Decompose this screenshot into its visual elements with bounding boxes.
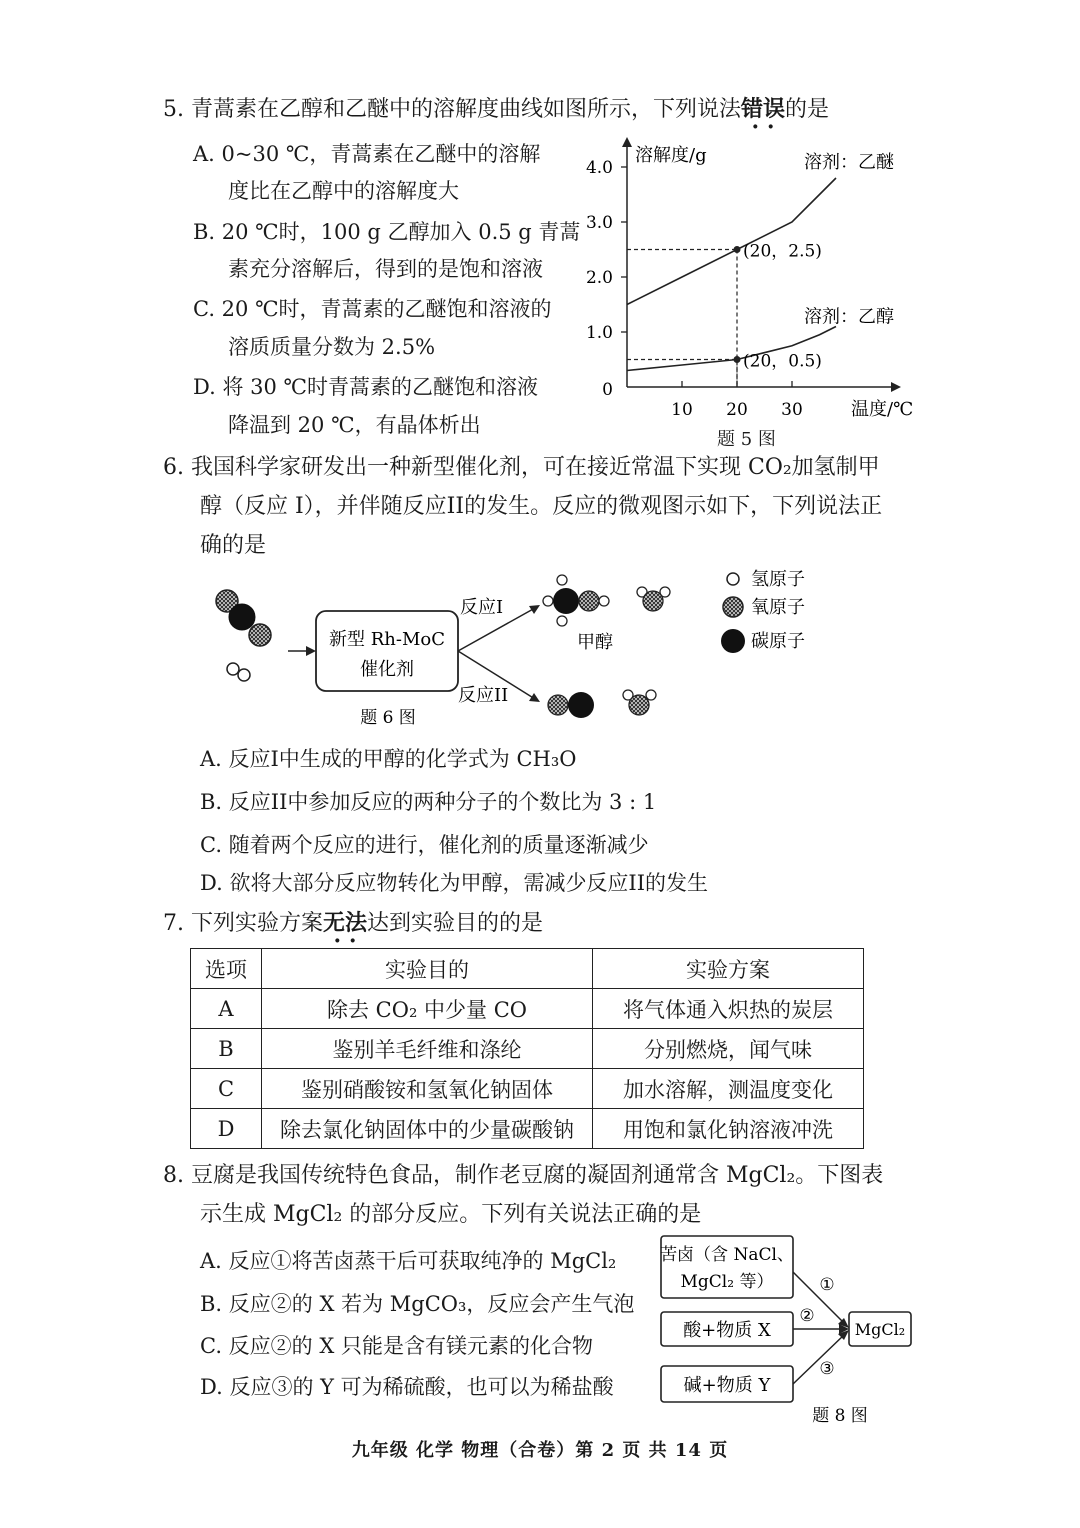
series-label: 溶剂：乙醚 (804, 152, 894, 173)
q7-number: 7. (163, 911, 184, 936)
reaction-diagram (200, 565, 840, 735)
q7-stem (163, 906, 543, 937)
hydrogen-atom-icon (557, 575, 567, 585)
q7-table (190, 948, 864, 1149)
x-tick-label: 20 (726, 400, 748, 420)
catalyst-label-line2: 催化剂 (360, 659, 414, 680)
oxygen-atom-icon (548, 695, 568, 715)
q8-option-c: C. 反应②的 X 只能是含有镁元素的化合物 (200, 1334, 593, 1358)
q8-option-a: A. 反应①将苦卤蒸干后可获取纯净的 MgCl₂ (200, 1249, 617, 1273)
oxygen-atom-icon (249, 624, 271, 646)
y-tick-label: 3.0 (585, 213, 613, 233)
y-tick-label: 4.0 (585, 158, 613, 178)
x-axis-arrow (891, 382, 901, 392)
catalyst-label-line1: 新型 Rh-MoC (329, 629, 445, 650)
q8-option-d: D. 反应③的 Y 可为稀硫酸，也可以为稀盐酸 (200, 1375, 614, 1399)
flow-mark-1: ① (819, 1275, 835, 1295)
carbon-atom-icon (568, 692, 594, 718)
table-row (191, 1069, 864, 1109)
q5-stem-end: 的是 (785, 97, 830, 122)
oxygen-atom-icon (579, 591, 599, 611)
q7-stem-end: 达到实验目的的是 (367, 911, 544, 936)
point-label: (20，0.5) (743, 351, 822, 372)
q6-figure-caption: 题 6 图 (360, 708, 416, 728)
reaction1-label: 反应I (460, 597, 504, 618)
table-cell: C (191, 1069, 262, 1109)
x-tick-label: 10 (671, 400, 693, 420)
oxygen-atom-icon (629, 695, 649, 715)
q5-stem (163, 92, 829, 123)
table-cell: 除去 CO₂ 中少量 CO (262, 989, 593, 1029)
point-label: (20，2.5) (743, 241, 822, 262)
flow-box-product-label: MgCl₂ (854, 1320, 906, 1339)
table-cell: 除去氯化钠固体中的少量碳酸钠 (262, 1109, 593, 1149)
hydrogen-atom-icon (646, 690, 656, 700)
legend-hydrogen-icon (727, 573, 739, 585)
legend-hydrogen-label: 氢原子 (751, 569, 805, 590)
q5-option-a: A. 0~30 ℃，青蒿素在乙醚中的溶解 (193, 142, 541, 166)
q5-option-d-cont: 降温到 20 ℃，有晶体析出 (228, 413, 481, 437)
y-axis-label: 溶解度/g (635, 145, 707, 166)
y-axis-arrow (622, 137, 632, 147)
y-tick-label: 1.0 (585, 323, 613, 343)
q5-option-b-cont: 素充分溶解后，得到的是饱和溶液 (228, 257, 543, 281)
table-header-cell: 实验目的 (262, 949, 593, 989)
q6-stem-line3: 确的是 (200, 533, 267, 558)
table-cell: D (191, 1109, 262, 1149)
table-cell: 将气体通入炽热的炭层 (593, 989, 864, 1029)
q6-stem-line1 (163, 450, 880, 481)
legend-oxygen-label: 氧原子 (751, 597, 805, 618)
legend-carbon-icon (721, 629, 745, 653)
q8-number: 8. (163, 1163, 184, 1188)
reaction2-label: 反应II (458, 685, 509, 706)
flow-box-brine-line1: 苦卤（含 NaCl、 (660, 1245, 794, 1265)
q6-option-d: D. 欲将大部分反应物转化为甲醇，需减少反应II的发生 (200, 871, 709, 895)
q5-option-a-cont: 度比在乙醇中的溶解度大 (228, 179, 459, 203)
q6-stem-line2: 醇（反应 I），并伴随反应II的发生。反应的微观图示如下，下列说法正 (200, 494, 883, 519)
q6-stem-text: 我国科学家研发出一种新型催化剂，可在接近常温下实现 CO₂加氢制甲 (191, 455, 880, 480)
methanol-label: 甲醇 (577, 632, 613, 653)
x-tick-label: 30 (781, 400, 803, 420)
q5-option-d: D. 将 30 ℃时青蒿素的乙醚饱和溶液 (193, 375, 539, 399)
data-point (734, 246, 741, 253)
q8-stem-text: 豆腐是我国传统特色食品，制作老豆腐的凝固剂通常含 MgCl₂。下图表 (191, 1163, 884, 1188)
table-row (191, 1029, 864, 1069)
carbon-atom-icon (229, 604, 255, 630)
q8-stem-line1 (163, 1158, 883, 1189)
q8-stem-line2: 示生成 MgCl₂ 的部分反应。下列有关说法正确的是 (200, 1202, 702, 1227)
legend-oxygen-icon (723, 597, 743, 617)
hydrogen-atom-icon (599, 596, 609, 606)
hydrogen-atom-icon (543, 596, 553, 606)
y-tick-label: 2.0 (585, 268, 613, 288)
table-cell: 用饱和氯化钠溶液冲洗 (593, 1109, 864, 1149)
flow-box-base-label: 碱+物质 Y (683, 1375, 771, 1396)
carbon-atom-icon (553, 588, 579, 614)
table-cell: 鉴别硝酸铵和氢氧化钠固体 (262, 1069, 593, 1109)
q7-stem-text: 下列实验方案 (191, 911, 324, 936)
table-row (191, 1109, 864, 1149)
q8-figure-caption: 题 8 图 (812, 1406, 868, 1426)
hydrogen-atom-icon (557, 616, 567, 626)
hydrogen-atom-icon (238, 669, 250, 681)
table-header-row (191, 949, 864, 989)
q6-number: 6. (163, 455, 184, 480)
table-header-cell: 选项 (191, 949, 262, 989)
mgcl2-flow-diagram (655, 1232, 925, 1427)
q7-stem-emphasis: 无法 · · (323, 910, 367, 936)
oxygen-atom-icon (643, 591, 663, 611)
q6-option-c: C. 随着两个反应的进行，催化剂的质量逐渐减少 (200, 833, 649, 857)
flow-box-acid-label: 酸+物质 X (683, 1320, 771, 1341)
table-cell: 分别燃烧，闻气味 (593, 1029, 864, 1069)
data-point (734, 356, 741, 363)
hydrogen-atom-icon (227, 663, 239, 675)
q5-option-b: B. 20 ℃时，100 g 乙醇加入 0.5 g 青蒿 (193, 220, 581, 244)
table-cell: 加水溶解，测温度变化 (593, 1069, 864, 1109)
q5-figure-caption: 题 5 图 (717, 429, 776, 450)
page-footer: 九年级 化学 物理（合卷）第 2 页 共 14 页 (351, 1440, 729, 1461)
flow-mark-3: ③ (819, 1359, 835, 1379)
q5-number: 5. (163, 97, 184, 122)
q5-stem-emphasis: 错误 · · (741, 96, 785, 122)
y-tick-label: 0 (602, 380, 613, 400)
q5-option-c-cont: 溶质质量分数为 2.5% (228, 335, 436, 359)
q5-stem-text: 青蒿素在乙醇和乙醚中的溶解度曲线如图所示，下列说法 (191, 97, 742, 122)
q6-option-b: B. 反应II中参加反应的两种分子的个数比为 3 : 1 (200, 790, 657, 814)
q5-option-c: C. 20 ℃时，青蒿素的乙醚饱和溶液的 (193, 297, 552, 321)
flow-box-brine-line2: MgCl₂ 等） (680, 1272, 774, 1292)
q6-option-a: A. 反应I中生成的甲醇的化学式为 CH₃O (200, 747, 577, 771)
solubility-chart (575, 135, 935, 445)
flow-mark-2: ② (799, 1306, 815, 1326)
series-label: 溶剂：乙醇 (804, 306, 894, 328)
legend-carbon-label: 碳原子 (751, 631, 805, 652)
x-axis-label: 温度/℃ (851, 399, 914, 420)
table-cell: B (191, 1029, 262, 1069)
q8-option-b: B. 反应②的 X 若为 MgCO₃，反应会产生气泡 (200, 1292, 635, 1316)
table-header-cell: 实验方案 (593, 949, 864, 989)
table-cell: 鉴别羊毛纤维和涤纶 (262, 1029, 593, 1069)
table-cell: A (191, 989, 262, 1029)
table-row (191, 989, 864, 1029)
